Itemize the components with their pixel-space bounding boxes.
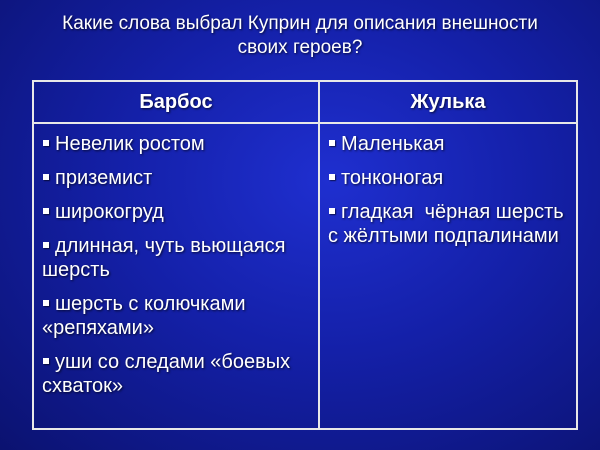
list-item [42,350,312,398]
zhulka-item: Маленькая [341,133,445,155]
zhulka-list [328,132,570,248]
content-row [33,123,577,429]
barbos-item: приземист [55,167,153,189]
barbos-item: шерсть с колючками «репяхами» [42,293,246,339]
list-item [42,200,312,224]
list-item [328,132,570,156]
header-barbos: Барбос [33,81,319,123]
list-item [42,166,312,190]
square-bullet-icon [43,140,49,146]
title-line-1: Какие слова выбрал Куприн для описания внешности [62,13,538,34]
barbos-item: уши со следами «боевых схваток» [42,351,291,397]
square-bullet-icon [43,242,49,248]
barbos-item: широкогруд [55,201,164,223]
list-item [42,132,312,156]
square-bullet-icon [43,300,49,306]
header-zhulka: Жулька [319,81,577,123]
barbos-item: Невелик ростом [55,133,205,155]
list-item [328,166,570,190]
comparison-table [32,80,578,430]
square-bullet-icon [43,208,49,214]
list-item [42,292,312,340]
title-line-2: своих героев? [237,37,363,58]
zhulka-cell [319,123,577,429]
square-bullet-icon [329,208,335,214]
list-item [42,234,312,282]
square-bullet-icon [329,174,335,180]
barbos-item: длинная, чуть вьющаяся шерсть [42,235,286,281]
zhulka-item: тонконогая [341,167,444,189]
square-bullet-icon [43,174,49,180]
square-bullet-icon [329,140,335,146]
zhulka-item: гладкая чёрная шерсть с жёлтыми подпалинами [328,201,570,247]
slide-title [20,12,580,60]
barbos-cell [33,123,319,429]
header-row [33,81,577,123]
barbos-list [42,132,312,398]
list-item [328,200,570,248]
square-bullet-icon [43,358,49,364]
